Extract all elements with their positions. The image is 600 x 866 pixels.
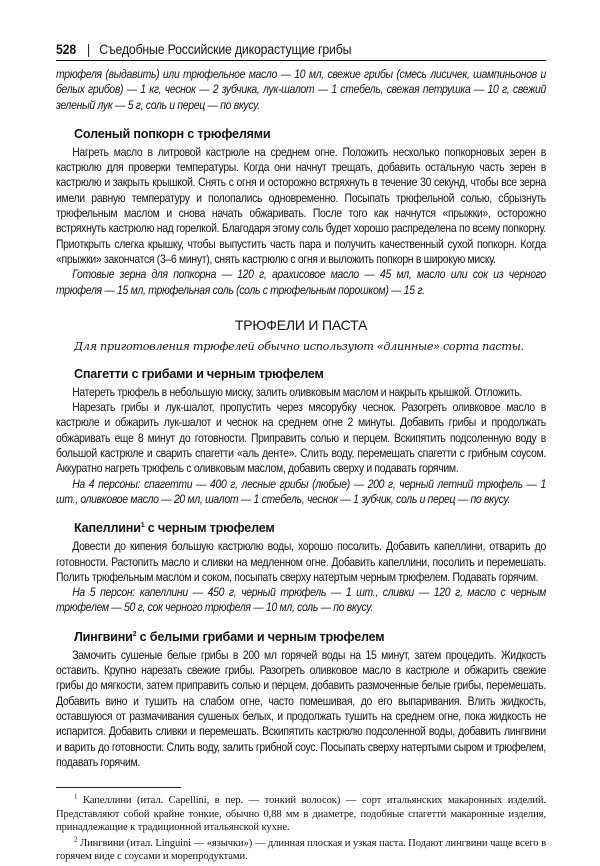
recipe-spaghetti: [56, 367, 546, 507]
section-title: ТРЮФЕЛИ И ПАСТА: [234, 316, 368, 333]
recipe-ingredients: Готовые зерна для попкорна — 120 г, арахисовое масло — 45 мл, масло или сок из черного трюфеля — 15 мл, трюфельная соль (соль с трюфельным порошком) — 15 г.: [56, 268, 546, 297]
page-number: 528: [56, 42, 77, 57]
recipe-popcorn: [56, 127, 546, 298]
recipe-ingredients: На 5 персон: капеллини — 450 г, черный трюфель — 1 шт., сливки — 120 г, масло с черным трюфелем — 50 г, сок черного трюфеля — 10 мл, соль — по вкусу.: [56, 586, 546, 615]
recipe-title-rest: с черным трюфелем: [144, 521, 275, 536]
footnote-mark: 1: [74, 792, 78, 801]
footnote-text: Лингвини (итал. Linguini — «язычки») — длинная плоская и узкая паста. Подают лингвини чаще всего в горячем виде с соусами и морепродуктами.: [56, 837, 546, 863]
recipe-title-main: Капеллини: [74, 521, 141, 536]
intro-continuation-block: [56, 67, 546, 113]
book-title: Съедобные Российские дикорастущие грибы: [99, 42, 352, 57]
recipe-paragraph: Довести до кипения большую кастрюлю воды, хорошо посолить. Добавить капеллини, отварить до готовности. Растопить масло и сливки на медленном огне. Добавить капеллини, посолить и перемешать. Полить трюфельным маслом и соком, посыпать сверху натертым черным трюфелем. Подавать горячим.: [56, 540, 546, 584]
recipe-title: [74, 521, 546, 535]
recipe-paragraph: Замочить сушеные белые грибы в 200 мл горячей воды на 15 минут, затем процедить. Жидкость оставить. Крупно нарезать свежие грибы. Разогреть оливковое масло в кастрюле и обжарить свежие грибы до мягкости, затем приправить солью и перцем, добавить размоченные белые грибы, перемешать. Добавить вино и тушить на слабом огне, часто помешивая, до его выпаривания. Влить жидкость, оставшуюся от размачивания сушеных белых, и продолжать тушить на среднем огне, пока жидкость не испарится. Добавить сливки и перемешать. Вскипятить кастрюлю подсоленной воды, добавить лингвини и варить до готовности. Слить воду, залить грибной соус. Посыпать сверху натертыми сыром и трюфелем, подавать горячим.: [56, 648, 546, 769]
recipe-title: Спагетти с грибами и черным трюфелем: [74, 366, 324, 381]
ingredients-continuation: трюфеля (выдавить) или трюфельное масло — 10 мл, свежие грибы (смесь лисичек, шампиньонов и белых грибов) — 1 кг, чеснок — 2 зубчика, лук-шалот — 1 стебель, свежая петрушка — 10 г, свежий зеленый лук — 5 г, соль и перец — по вкусу.: [56, 68, 546, 112]
book-page: [56, 42, 546, 866]
recipe-body: [56, 539, 546, 615]
footnote-1: [56, 794, 546, 835]
footnote-2: [56, 837, 546, 864]
recipe-paragraph: Натереть трюфель в небольшую миску, залить оливковым маслом и накрыть крышкой. Отложить.: [72, 385, 523, 399]
running-header: [56, 42, 546, 61]
recipe-body: [56, 385, 546, 507]
recipe-title-main: Лингвини: [74, 629, 133, 644]
header-separator: |: [87, 42, 91, 57]
recipe-body: [56, 145, 546, 298]
footnote-text: Капеллини (итал. Capellini, в пер. — тонкий волосок) — сорт итальянских макаронных изделий. Представляют собой крайне тонкие, обычно 0,88 мм в диаметре, подобные спагетти макаронные изделия, принадлежащие к традиционной итальянской кухне.: [56, 795, 546, 834]
recipe-paragraph: Нагреть масло в литровой кастрюле на среднем огне. Положить несколько попкорновых зерен в кастрюлю для проверки температуры. Когда они начнут трещать, добавить остальную часть зерен в кастрюлю и закрыть крышкой. Снять с огня и осторожно встряхнуть в течение 30 секунд, чтобы все зерна имели равную температуру и полопались одновременно. Посыпать трюфельной солью, сбрызнуть трюфельным маслом и снова начать обжаривать. После того как начнутся «прыжки», осторожно встряхнуть кастрюлю над горелкой. Благодаря этому соль будет хорошо распределена по всему попкорну. Приоткрыть слегка крышку, чтобы выпустить часть пара и получить качественный сухой попкорн. Когда «прыжки» закончатся (3–6 минут), снять кастрюлю с огня и выложить попкорн в широкую миску.: [56, 145, 546, 266]
footnote-mark: 2: [74, 835, 78, 844]
section-note: Для приготовления трюфелей обычно используют «длинные» сорта пасты.: [74, 339, 524, 353]
recipe-title: Соленый попкорн с трюфелями: [74, 126, 271, 141]
recipe-title-rest: с белыми грибами и черным трюфелем: [136, 629, 385, 644]
footnote-ref-2[interactable]: 2: [132, 630, 137, 638]
recipe-title: [74, 630, 546, 644]
recipe-linguini: [56, 630, 546, 770]
recipe-body: [56, 648, 546, 770]
recipe-ingredients: На 4 персоны: спагетти — 400 г, лесные грибы (любые) — 200 г, черный летний трюфель — 1 шт., оливковое масло — 20 мл, шалот — 1 стебель, чеснок — 1 зубчик, соль и перец — по вкусу.: [56, 477, 546, 506]
recipe-capellini: [56, 521, 546, 615]
footnotes: [56, 794, 546, 864]
footnote-ref-1[interactable]: 1: [140, 522, 145, 530]
footnote-divider: [56, 787, 181, 788]
recipe-paragraph: Нарезать грибы и лук-шалот, пропустить через мясорубку чеснок. Разогреть оливковое масло в кастрюле и обжарить лук-шалот и чеснок на среднем огне 2 минуты. Добавить грибы и продолжать обжаривать еще 8 минут до готовности. Приправить солью и перцем. Вскипятить подсоленную воду в большой кастрюле и сварить спагетти «аль денте». Слить воду, перемешать спагетти с грибным соусом. Аккуратно нагреть трюфель с оливковым маслом, добавить сверху и подавать горячим.: [56, 401, 546, 476]
